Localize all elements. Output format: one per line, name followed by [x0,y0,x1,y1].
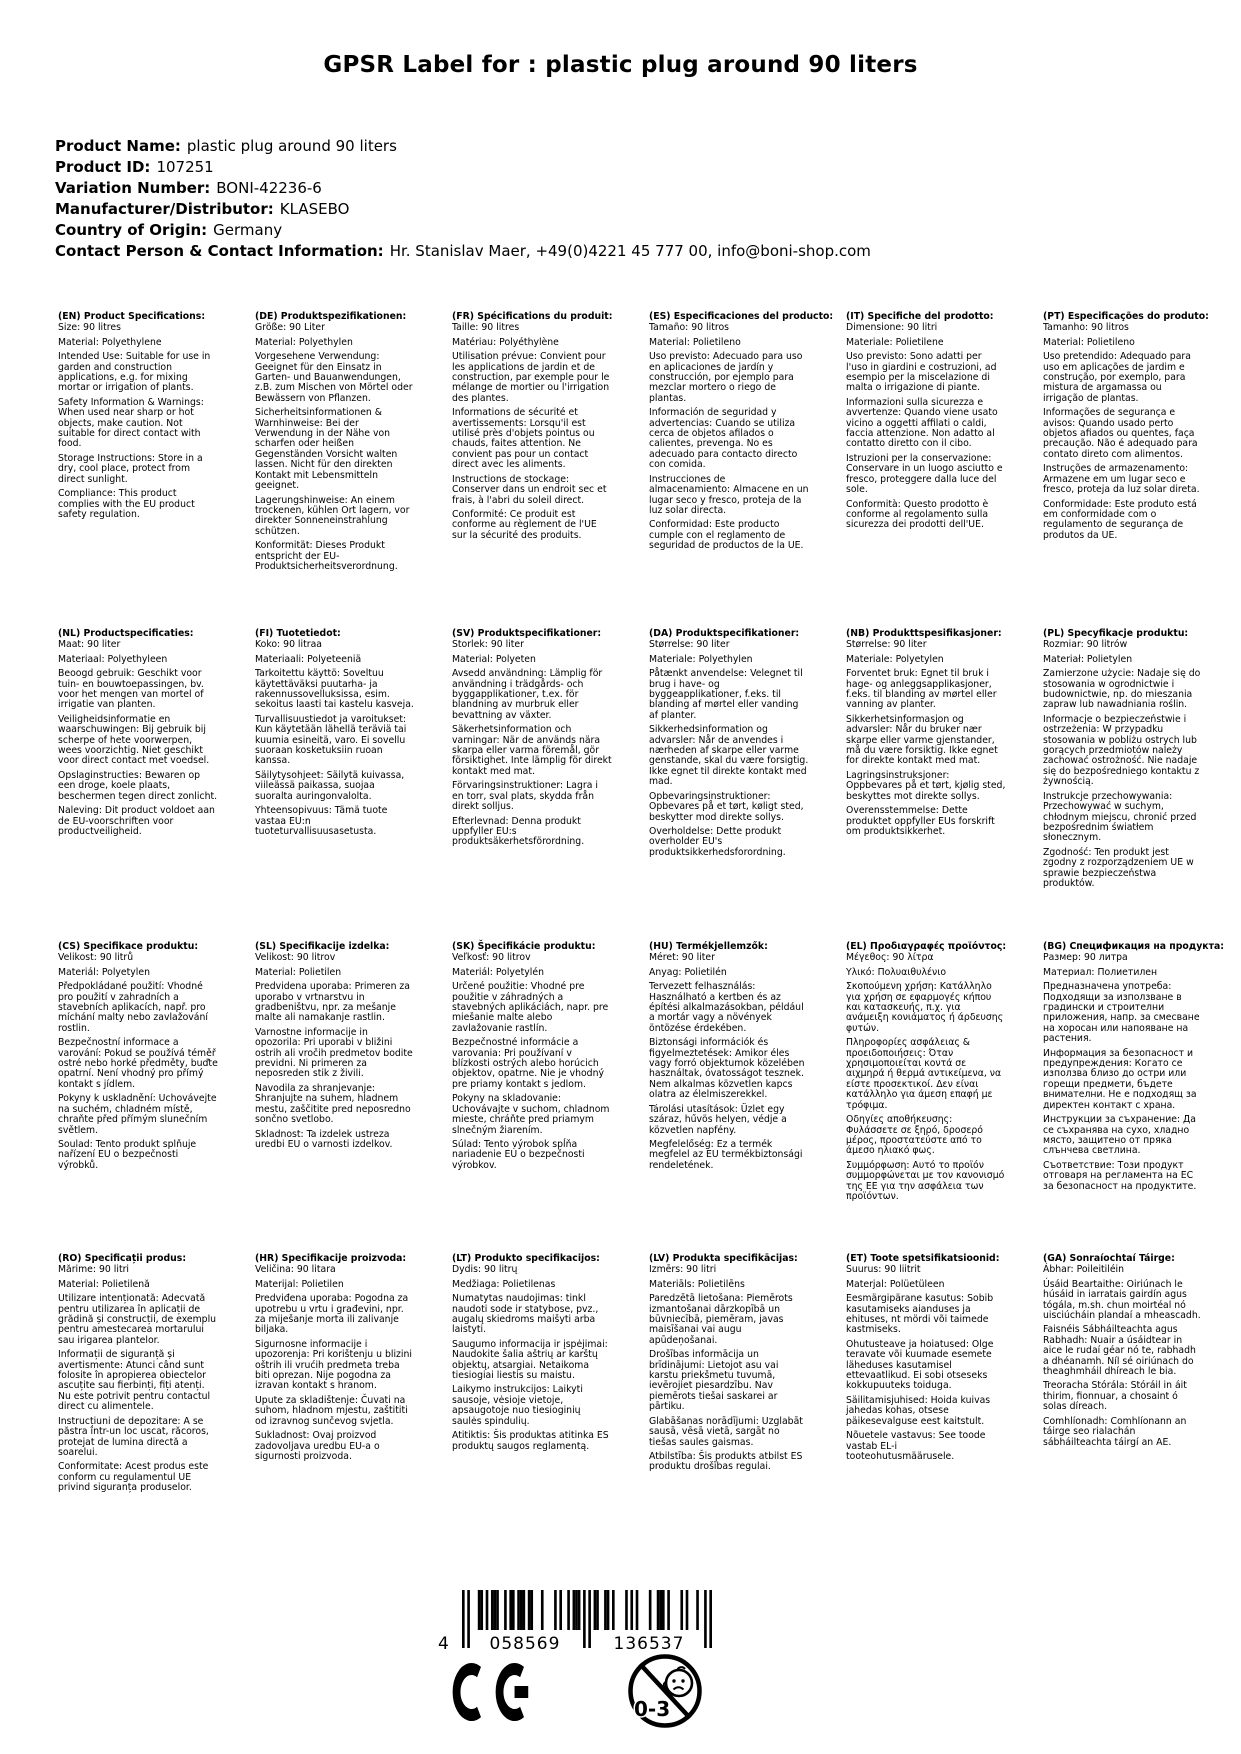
lang-block-title: (BG) Спецификация на продукта: [1043,941,1224,952]
product-info [55,136,871,262]
product-id-row [55,157,871,178]
age-warning-0-3-icon [626,1652,704,1730]
lang-paragraph: Koko: 90 litraa [255,639,322,651]
lang-paragraph: Materiaali: Polyeteeniä [255,653,362,665]
lang-block-pl [1043,629,1203,942]
lang-paragraph: Instructions de stockage: Conserver dans un endroit sec et frais, à l'abri du soleil direct. [452,473,607,506]
lang-paragraph: Overensstemmelse: Dette produktet oppfyller EUs forskrift om produktsikkerhet. [846,805,995,837]
lang-paragraph: Istruzioni per la conservazione: Conservare in un luogo asciutto e fresco, proteggere dalla luce del sole. [846,452,1003,496]
lang-block-cs [58,942,218,1254]
lang-block-title: (NB) Produkttspesifikasjoner: [846,628,1002,639]
product-name-label: Product Name: [55,137,181,155]
lang-paragraph: Lagerungshinweise: An einem trockenen, kühlen Ort lagern, vor direkter Sonneneinstrahlung schützen. [255,494,410,537]
lang-paragraph: Sicherheitsinformationen & Warnhinweise: Bei der Verwendung in der Nähe von scharfen oder heißen Gegenständen Vorsicht walten lassen. Nicht für den direkten Kontakt mit Lebensmitteln geeignet. [255,407,398,492]
lang-paragraph: Určené použitie: Vhodné pre použitie v záhradných a stavebných aplikáciách, napr. pre miešanie malte alebo zavlažovanie rastlín. [452,981,609,1034]
lang-block-body [649,640,809,858]
lang-paragraph: Rozmiar: 90 litrów [1043,639,1128,651]
lang-paragraph: Material: Polyethylen [255,336,353,348]
lang-block-title: (PT) Especificações do produto: [1043,311,1209,322]
lang-block-title: (NL) Productspecificaties: [58,628,194,639]
lang-paragraph: Eesmärgipärane kasutus: Sobib kasutamiseks aianduses ja ehituses, nt mördi või taimede kastmiseks. [846,1293,994,1336]
lang-paragraph: Ohutusteave ja hoiatused: Olge teravate või kuumade esemete läheduses kasutamisel ettevaatlikud. Ei sobi otseseks kokkupuuteks toiduga. [846,1338,994,1392]
language-grid [58,312,1240,1494]
lang-paragraph: Mărime: 90 litri [58,1264,129,1276]
lang-paragraph: Materiał: Polietylen [1043,653,1133,665]
lang-block-title: (LT) Produkto specifikacijos: [452,1253,600,1264]
lang-paragraph: Размер: 90 литра [1043,952,1128,964]
lang-block-et [846,1254,1006,1494]
contact-label: Contact Person & Contact Information: [55,242,384,260]
lang-paragraph: Materiale: Polietilene [846,336,944,348]
lang-paragraph: Instrucciones de almacenamiento: Almacene en un lugar seco y fresco, proteja de la luz solar directa. [649,473,809,516]
lang-paragraph: Tamaño: 90 litros [649,322,730,334]
lang-paragraph: Opslaginstructies: Bewaren op een droge, koele plaats, beschermen tegen direct zonlicht. [58,769,218,802]
lang-block-title: (ET) Toote spetsifikatsioonid: [846,1253,1000,1264]
lang-paragraph: Opbevaringsinstruktioner: Opbevares på et tørt, køligt sted, beskytter mod direkte sollys. [649,790,804,823]
lang-block-body [1043,640,1203,889]
lang-block-title: (GA) Sonraíochtaí Táirge: [1043,1253,1175,1264]
lang-paragraph: Méret: 90 liter [649,952,715,964]
lang-paragraph: Pokyny na skladovanie: Uchovávajte v suchom, chladnom mieste, chráňte pred priamym slnečným žiarením. [452,1093,610,1136]
lang-paragraph: Uso pretendido: Adequado para uso em aplicações de jardim e construção, por exemplo, para mistura de argamassa ou irrigação de plantas. [1043,351,1191,404]
lang-block-hu [649,942,809,1254]
product-id-value: 107251 [156,158,214,176]
lang-paragraph: Förvaringsinstruktioner: Lagra i en torr, sval plats, skydda från direkt solljus. [452,780,598,813]
lang-paragraph: Forventet bruk: Egnet til bruk i hage- og anleggsapplikasjoner, f.eks. til blanding av mørtel eller vanning av planter. [846,668,997,711]
variation-number-row [55,178,871,199]
lang-block-body [255,953,415,1150]
lang-paragraph: Megfelelőség: Ez a termék megfelel az EU termékbiztonsági rendeletének. [649,1138,803,1171]
lang-paragraph: Μέγεθος: 90 λίτρα [846,952,934,964]
lang-paragraph: Storage Instructions: Store in a dry, cool place, protect from direct sunlight. [58,452,203,485]
ean13-barcode [436,1590,716,1652]
country-of-origin-row [55,220,871,241]
lang-block-body [255,323,415,572]
lang-paragraph: Storlek: 90 liter [452,639,524,651]
lang-block-body [649,323,809,551]
lang-paragraph: Izmērs: 90 litri [649,1264,717,1276]
lang-paragraph: Atitiktis: Šis produktas atitinka ES produktų saugos reglamentą. [452,1430,609,1452]
lang-block-el [846,942,1006,1254]
lang-block-nl [58,629,218,942]
lang-paragraph: Conformitate: Acest produs este conform cu regulamentul UE privind siguranța produselor. [58,1461,209,1494]
lang-paragraph: Instruções de armazenamento: Armazene em um lugar seco e fresco, proteja da luz solar direta. [1043,463,1200,496]
lang-block-title: (DA) Produktspecifikationer: [649,628,800,639]
lang-paragraph: Dimensione: 90 litri [846,322,938,334]
lang-paragraph: Materjal: Polüetüleen [846,1278,945,1290]
lang-block-body [1043,953,1203,1192]
lang-paragraph: Conformità: Questo prodotto è conforme al regolamento sulla sicurezza dei prodotti dell'UE. [846,498,989,531]
lang-block-title: (HU) Termékjellemzők: [649,941,768,952]
lang-block-it [846,312,1006,629]
lang-paragraph: Materiāls: Polietilēns [649,1278,745,1290]
lang-paragraph: Størrelse: 90 liter [846,639,927,651]
lang-paragraph: Σκοπούμενη χρήση: Κατάλληλο για χρήση σε εφαρμογές κήπου και κατασκευής, π.χ. για ανάμειξη κονιάματος ή άρδευσης φυτών. [846,981,1004,1034]
lang-paragraph: Informations de sécurité et avertissements: Lorsqu'il est utilisé près d'objets pointus ou chauds, faites attention. Ne convient pas pour un contact direct avec les aliments. [452,407,595,471]
lang-paragraph: Vorgesehene Verwendung: Geeignet für den Einsatz in Garten- und Bauanwendungen, z.B. zum Mischen von Mörtel oder Bewässern von Pflanzen. [255,351,413,404]
lang-block-body [649,1265,809,1472]
lang-paragraph: Ábhar: Poileitiléin [1043,1264,1125,1276]
lang-paragraph: Συμμόρφωση: Αυτό το προϊόν συμμορφώνεται με τον κανονισμό της ΕΕ για την ασφάλεια των προϊόντων. [846,1159,1005,1202]
lang-paragraph: Bezpečnostné informácie a varovania: Pri používaní v blízkosti ostrých alebo horúcich objektov, opatrne. Nie je vhodný pre priamy kontakt s jedlom. [452,1037,604,1090]
lang-paragraph: Sigurnosne informacije i upozorenja: Pri korištenju u blizini oštrih ili vrućih predmeta treba biti oprezan. Nije pogodna za izravan kontakt s hranom. [255,1338,412,1392]
lang-block-sk [452,942,612,1254]
lang-paragraph: Materiál: Polyetylen [58,966,150,978]
lang-paragraph: Skladnost: Ta izdelek ustreza uredbi EU o varnosti izdelkov. [255,1128,393,1150]
lang-paragraph: Biztonsági információk és figyelmeztetések: Amikor éles vagy forró objektumok közelében használtak, óvatosságot tesznek. Nem alkalmas közvetlen kapcs olatra az élelmiszerekkel. [649,1037,805,1101]
lang-paragraph: Atbilstība: Šis produkts atbilst ES produktu drošības regulai. [649,1450,803,1473]
lang-paragraph: Veľkosť: 90 litrov [452,952,531,964]
lang-block-fi [255,629,415,942]
lang-paragraph: Utilizare intenționată: Adecvată pentru utilizarea în aplicații de grădină și construcții, de exemplu pentru amestecarea mortarului sau irigarea plantelor. [58,1293,217,1346]
variation-number-label: Variation Number: [55,179,211,197]
lang-paragraph: Predviđena uporaba: Pogodna za upotrebu u vrtu i građevini, npr. za miješanje morta ili zalivanje biljaka. [255,1293,409,1336]
lang-paragraph: Naleving: Dit product voldoet aan de EU-voorschriften voor productveiligheid. [58,805,215,837]
lang-paragraph: Предназначена употреба: Подходящи за използване в градински и строителни приложения, напр. за смесване на хоросан или напояване на растения. [1043,981,1200,1045]
lang-paragraph: Sikkerhedsinformation og advarsler: Når de anvendes i nærheden af skarpe eller varme genstande, skal du være forsigtig. Ikke egnet til direkte kontakt med mad. [649,724,809,788]
contact-value: Hr. Stanislav Maer, +49(0)4221 45 777 00, info@boni-shop.com [389,242,871,260]
lang-paragraph: Materijal: Polietilen [255,1278,344,1290]
manufacturer-label: Manufacturer/Distributor: [55,200,274,218]
lang-paragraph: Säkerhetsinformation och varningar: När de används nära skarpa eller varma föremål, gör försiktighet. Inte lämplig för direkt kontakt med mat. [452,724,612,777]
variation-number-value: BONI-42236-6 [216,179,322,197]
lang-block-sv [452,629,612,942]
lang-block-title: (LV) Produkta specifikācijas: [649,1253,798,1264]
lang-paragraph: Materiale: Polyetylen [846,653,944,665]
lang-paragraph: Safety Information & Warnings: When used near sharp or hot objects, make caution. Not suitable for direct contact with food. [58,396,204,450]
lang-paragraph: Materiaal: Polyethyleen [58,653,168,665]
lang-paragraph: Efterlevnad: Denna produkt uppfyller EU:s produktsäkerhetsförordning. [452,815,585,848]
lang-block-da [649,629,809,942]
lang-block-title: (RO) Specificații produs: [58,1253,187,1264]
lang-block-body [452,640,612,847]
lang-paragraph: Tamanho: 90 litros [1043,322,1129,334]
lang-block-body [58,323,218,520]
lang-paragraph: Saugumo informacija ir įspėjimai: Naudokite šalia aštrių ar karštų objektų, atsargiai. Netaikoma tiesiogiai liestis su maistu. [452,1338,608,1382]
lang-paragraph: Pokyny k uskladnění: Uchovávejte na suchém, chladném místě, chraňte před přímým slunečním světlem. [58,1093,217,1136]
barcode-right-digits: 136537 [613,1634,685,1654]
lang-paragraph: Zgodność: Ten produkt jest zgodny z rozporządzeniem UE w sprawie bezpieczeństwa produktów. [1043,846,1194,889]
lang-paragraph: Zamierzone użycie: Nadaje się do stosowania w ogrodnictwie i budownictwie, np. do mieszania zapraw lub nawadniania roślin. [1043,668,1201,711]
lang-paragraph: Material: Polietilenă [58,1278,150,1290]
lang-paragraph: Instrukcje przechowywania: Przechowywać w suchym, chłodnym miejscu, chronić przed bezpośrednim światłem słonecznym. [1043,790,1197,844]
lang-block-ga [1043,1254,1203,1494]
lang-paragraph: Numatytas naudojimas: tinkl naudoti sode ir statybose, pvz., augalų skiedroms maišyti arba laistyti. [452,1293,599,1336]
lang-paragraph: Laikymo instrukcijos: Laikyti sausoje, vėsioje vietoje, apsaugotoje nuo tiesioginių saulės spindulių. [452,1384,583,1427]
lang-block-sl [255,942,415,1254]
lang-paragraph: Sikkerhetsinformasjon og advarsler: Når du bruker nær skarpe eller varme gjenstander, må du være forsiktig. Ikke egnet for direkte kontakt med mat. [846,713,998,767]
lang-block-ro [58,1254,218,1494]
lang-block-de [255,312,415,629]
lang-paragraph: Tarkoitettu käyttö: Soveltuu käytettäväksi puutarha- ja rakennussovelluksissa, esim. sekoitus laasti tai kastelu kasveja. [255,668,414,711]
lang-paragraph: Conformidad: Este producto cumple con el reglamento de seguridad de productos de la UE. [649,519,804,552]
lang-paragraph: Υλικό: Πολυαιθυλένιο [846,966,947,978]
lang-paragraph: Predvidena uporaba: Primeren za uporabo v vrtnarstvu in gradbeništvu, npr. za mešanje malte ali namakanje rastlin. [255,981,411,1024]
lang-block-body [846,640,1006,837]
lang-block-body [452,953,612,1171]
manufacturer-row [55,199,871,220]
lang-paragraph: Säilytysohjeet: Säilytä kuivassa, viileässä paikassa, suojaa suoralta auringonvalolta. [255,769,405,802]
lang-paragraph: Úsáid Beartaithe: Oiriúnach le húsáid in iarratais gairdín agus tógála, m.sh. chun moirtéal nó uisciúcháin plandaí a mheascadh. [1043,1278,1201,1322]
lang-paragraph: Påtænkt anvendelse: Velegnet til brug i have- og byggeapplikationer, f.eks. til blanding af mørtel eller vanding af planter. [649,668,803,721]
lang-block-title: (SK) Špecifikácie produktu: [452,941,596,952]
lang-paragraph: Upute za skladištenje: Čuvati na suhom, hladnom mjestu, zaštititi od izravnog sunčevog svjetla. [255,1394,408,1427]
lang-paragraph: Turvallisuustiedot ja varoitukset: Kun käytetään lähellä teräviä tai kuumia esineitä, varo. Ei sovellu suoraan kosketuksiin ruoan kanssa. [255,713,407,767]
lang-paragraph: Glabāšanas norādījumi: Uzglabāt sausā, vēsā vietā, sargāt no tiešas saules gaismas. [649,1415,803,1448]
lang-paragraph: Material: Polietileno [649,336,741,348]
lang-block-title: (FR) Spécifications du produit: [452,311,613,322]
lang-block-body [1043,323,1203,541]
lang-paragraph: Uso previsto: Adecuado para uso en aplicaciones de jardín y construcción, por ejemplo para mezclar mortero o riego de plantas. [649,351,803,404]
product-name-value: plastic plug around 90 liters [186,137,397,155]
lang-block-body [649,953,809,1171]
lang-paragraph: Faisnéis Sábháilteachta agus Rabhadh: Nuair a úsáidtear in aice le rudaí géar nó te, rabhadh a dhéanamh. Níl sé oiriúnach do theaghmháil dhíreach le bia. [1043,1324,1196,1378]
lang-block-title: (FI) Tuotetiedot: [255,628,341,639]
lang-paragraph: Comhlíonadh: Comhlíonann an táirge seo rialachán sábháilteachta táirgí an AE. [1043,1415,1187,1448]
lang-paragraph: Maat: 90 liter [58,639,121,651]
lang-block-es [649,311,834,629]
lang-paragraph: Treoracha Stórála: Stóráil in áit thirim, fionnuar, a chosaint ó solas díreach. [1043,1380,1187,1413]
lang-paragraph: Předpokládané použití: Vhodné pro použití v zahradních a stavebních aplikacích, např. pro míchání malty nebo zavlažování rostlin. [58,981,208,1034]
lang-paragraph: Drošības informācija un brīdinājumi: Lietojot asu vai karstu priekšmetu tuvumā, ievērojiet piesardzību. Nav piemērots tiešai saskarei ar pārtiku. [649,1349,779,1413]
lang-paragraph: Navodila za shranjevanje: Shranjujte na suhem, hladnem mestu, zaščitite pred neposredno sončno svetlobo. [255,1082,411,1126]
lang-block-body [452,1265,612,1452]
lang-paragraph: Съответствие: Този продукт отговаря на регламента на ЕС за безопасност на продуктите. [1043,1159,1197,1192]
lang-paragraph: Инструкции за съхранение: Да се съхранява на сухо, хладно място, защитено от пряка слънчева светлина. [1043,1114,1197,1157]
product-name-row [55,136,871,157]
lang-block-en [58,312,218,629]
lang-paragraph: Conformidade: Este produto está em conformidade com o regulamento de segurança de produtos da UE. [1043,498,1197,541]
lang-paragraph: Velikost: 90 litrů [58,952,134,964]
lang-paragraph: Størrelse: 90 liter [649,639,730,651]
lang-paragraph: Taille: 90 litres [452,322,520,334]
lang-paragraph: Lagringsinstruksjoner: Oppbevares på et tørt, kjølig sted, beskyttes mot direkte sollys. [846,769,1006,802]
lang-block-title: (SV) Produktspecifikationer: [452,628,602,639]
lang-block-title: (ES) Especificaciones del producto: [649,311,834,322]
lang-paragraph: Medžiaga: Polietilenas [452,1278,556,1290]
lang-paragraph: Nõuetele vastavus: See toode vastab EL-i tooteohutusmäärusele. [846,1430,986,1462]
baby-face-icon [664,1667,692,1696]
age-warning-label: 0-3 [634,1697,671,1721]
lang-block-title: (HR) Specifikacije proizvoda: [255,1253,407,1264]
country-of-origin-value: Germany [213,221,283,239]
lang-block-body [255,640,415,837]
lang-paragraph: Veličina: 90 litara [255,1264,336,1276]
lang-paragraph: Súlad: Tento výrobok spĺňa nariadenie EÚ o bezpečnosti výrobkov. [452,1138,585,1171]
lang-block-title: (DE) Produktspezifikationen: [255,311,407,322]
lang-paragraph: Material: Polyeten [452,653,536,665]
lang-block-hr [255,1254,415,1494]
lang-paragraph: Größe: 90 Liter [255,322,325,334]
lang-block-title: (SL) Specifikacije izdelka: [255,941,390,952]
lang-paragraph: Beoogd gebruik: Geschikt voor tuin- en bouwtoepassingen, bv. voor het mengen van mortel of irrigatie van planten. [58,668,204,711]
lang-paragraph: Yhteensopivuus: Tämä tuote vastaa EU:n tuoteturvallisuusasetusta. [255,805,388,837]
lang-paragraph: Tervezett felhasználás: Használható a kertben és az építési alkalmazásokban, például a mortár vagy a növények öntözése érdekében. [649,981,804,1034]
product-id-label: Product ID: [55,158,151,176]
ce-letter-c [457,1669,479,1715]
contact-row [55,241,871,262]
lang-paragraph: Material: Polyethylene [58,336,162,348]
lang-paragraph: Material: Polietilen [255,966,342,978]
lang-block-nb [846,629,1006,942]
ce-mark-icon [452,1661,538,1723]
lang-paragraph: Paredzētā lietošana: Piemērots izmantošanai dārzkopībā un būvniecībā, piemēram, javas maisīšanai vai augu apūdeņošanai. [649,1293,793,1346]
lang-block-body [58,953,218,1171]
page-title: GPSR Label for : plastic plug around 90 liters [323,52,918,78]
lang-paragraph: Informações de segurança e avisos: Quando usado perto objetos afiados ou quentes, faça precaução. Não é adequado para contato direto com alimentos. [1043,407,1198,460]
lang-paragraph: Soulad: Tento produkt splňuje nařízení EU o bezpečnosti výrobků. [58,1138,197,1171]
lang-block-body [846,323,1006,530]
lang-paragraph: Bezpečnostní informace a varování: Pokud se používá téměř ostré nebo horké předměty, buďte opatrní. Není vhodný pro přímý kontakt s jídlem. [58,1037,218,1090]
barcode-left-digits: 058569 [489,1634,561,1654]
lang-block-body [846,953,1006,1202]
lang-paragraph: Materiál: Polyetylén [452,966,544,978]
lang-paragraph: Intended Use: Suitable for use in garden and construction applications, e.g. for mixing mortar or irrigation of plants. [58,351,211,394]
lang-paragraph: Konformität: Dieses Produkt entspricht der EU-Produktsicherheitsverordnung. [255,540,398,572]
lang-block-title: (CS) Specifikace produktu: [58,941,199,952]
lang-paragraph: Suurus: 90 liitrit [846,1264,921,1276]
lang-block-body [58,1265,218,1493]
lang-block-pt [1043,311,1209,629]
lang-block-title: (IT) Specifiche del prodotto: [846,311,994,322]
lang-block-body [1043,1265,1203,1448]
lang-paragraph: Информация за безопасност и предупреждения: Когато се използва близо до остри или горещи предмети, бъдете внимателни. Не е подходящ за директен контакт с храна. [1043,1047,1197,1111]
lang-block-body [452,323,612,541]
lang-paragraph: Varnostne informacije in opozorila: Pri uporabi v bližini ostrih ali vročih predmetov bodite previdni. Ni primeren za neposreden stik z živili. [255,1026,413,1080]
lang-paragraph: Utilisation prévue: Convient pour les applications de jardin et de construction, par exemple pour le mélange de mortier ou l'irrigation des plantes. [452,351,610,404]
manufacturer-value: KLASEBO [279,200,350,218]
lang-paragraph: Size: 90 litres [58,322,121,334]
lang-paragraph: Πληροφορίες ασφάλειας & προειδοποιήσεις: Όταν χρησιμοποιείται κοντά σε αιχμηρά ή θερμά αντικείμενα, να είστε προσεκτικοί. Δεν είναι κατάλληλο για άμεση επαφή με τρόφιμα. [846,1037,1002,1111]
lang-paragraph: Säilitamisjuhised: Hoida kuivas jahedas kohas, otsese päikesevalguse eest kaitstult. [846,1394,991,1427]
lang-paragraph: Материал: Полиетилен [1043,966,1158,978]
lang-block-title: (EL) Προδιαγραφές προϊόντος: [846,941,1007,952]
lang-paragraph: Overholdelse: Dette produkt overholder EU's produktsikkerhedsforordning. [649,825,786,858]
lang-paragraph: Tárolási utasítások: Üzlet egy száraz, hűvös helyen, védje a közvetlen napfény. [649,1103,787,1136]
lang-paragraph: Información de seguridad y advertencias: Cuando se utiliza cerca de objetos afilados o calientes, prevenga. No es adecuado para contacto directo con comida. [649,407,798,471]
lang-block-title: (PL) Specyfikacje produktu: [1043,628,1189,639]
lang-paragraph: Sukladnost: Ovaj proizvod zadovoljava uredbu EU-a o sigurnosti proizvoda. [255,1430,380,1462]
lang-paragraph: Material: Polietileno [1043,336,1135,348]
lang-paragraph: Uso previsto: Sono adatti per l'uso in giardini e costruzioni, ad esempio per la miscelazione di malta o irrigazione di piante. [846,351,997,394]
lang-paragraph: Informacje o bezpieczeństwie i ostrzeżenia: W przypadku stosowania w pobliżu ostrych lub gorących przedmiotów należy zachować ostrożność. Nie nadaje się do bezpośredniego kontaktu z żywnością. [1043,713,1200,788]
lang-block-body [846,1265,1006,1462]
lang-paragraph: Instrucțiuni de depozitare: A se păstra într-un loc uscat, răcoros, protejat de lumina directă a soarelui. [58,1415,209,1458]
lang-block-lt [452,1254,612,1494]
lang-paragraph: Dydis: 90 litrų [452,1264,518,1276]
lang-block-title: (EN) Product Specifications: [58,311,206,322]
barcode-lead-digit: 4 [438,1634,449,1654]
country-of-origin-label: Country of Origin: [55,221,208,239]
lang-paragraph: Materiale: Polyethylen [649,653,753,665]
lang-block-body [255,1265,415,1462]
lang-paragraph: Οδηγίες αποθήκευσης: Φυλάσσετε σε ξηρό, δροσερό μέρος, προστατεύστε από το άμεσο ηλιακό φως. [846,1114,983,1157]
lang-paragraph: Compliance: This product complies with the EU product safety regulation. [58,488,195,520]
lang-paragraph: Informații de siguranță și avertismente: Atunci când sunt folosite în apropierea obiectelor ascuțite sau fierbinți, fiți atenți. Nu este potrivit pentru contactul direct cu alimentele. [58,1349,211,1413]
lang-paragraph: Veiligheidsinformatie en waarschuwingen: Bij gebruik bij scherpe of hete voorwerpen, wees voorzichtig. Niet geschikt voor direct contact met voedsel. [58,713,210,767]
lang-block-body [58,640,218,837]
lang-paragraph: Anyag: Polietilén [649,966,727,978]
lang-paragraph: Informazioni sulla sicurezza e avvertenze: Quando viene usato vicino a oggetti affilati o caldi, faccia attenzione. Non adatto al contatto diretto con il cibo. [846,396,998,450]
lang-paragraph: Avsedd användning: Lämplig för användning i trädgårds- och byggapplikationer, t.ex. för blandning av murbruk eller bevattning av växter. [452,668,603,721]
lang-paragraph: Velikost: 90 litrov [255,952,336,964]
lang-paragraph: Matériau: Polyéthylène [452,336,559,348]
lang-paragraph: Conformité: Ce produit est conforme au règlement de l'UE sur la sécurité des produits. [452,508,597,541]
lang-block-lv [649,1254,809,1494]
lang-block-fr [452,312,612,629]
lang-block-bg [1043,941,1224,1254]
